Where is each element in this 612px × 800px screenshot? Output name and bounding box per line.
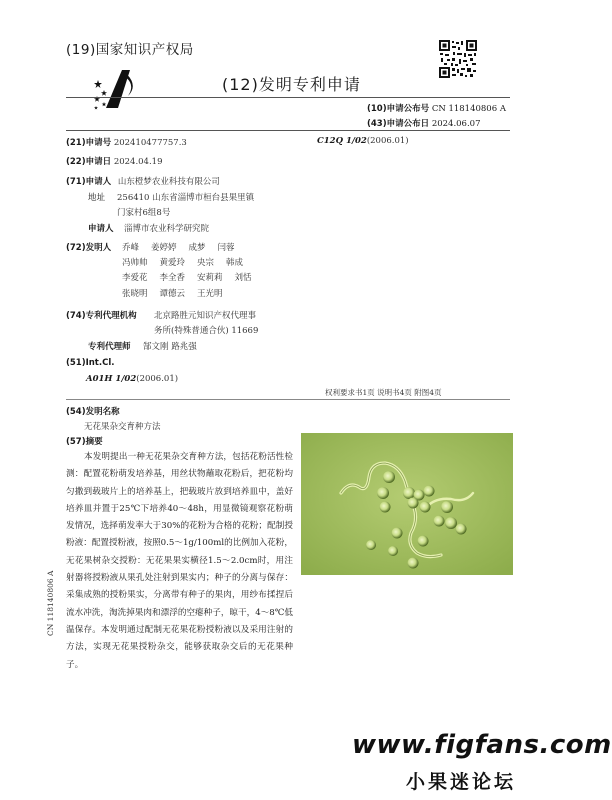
office-name: (19)国家知识产权局 <box>66 42 194 58</box>
invention-title-label: (54)发明名称 <box>66 407 120 417</box>
inventors-row-3: 李爱花 李全香 安莉莉 刘恬 <box>122 273 252 283</box>
abstract-text: 本发明提出一种无花果杂交育种方法，包括花粉活性检测：配置花粉萌发培养基，用丝状物蘸取花粉后，把花粉均匀撒到载玻片上的培养基上，把载玻片放到培养皿中，盖好培养皿并置于25℃下培养40～48h，用显微镜观察花粉萌发情况，选择萌发率大于30%的花粉为合格的花粉；配制授粉液：配置授粉液，按照0.5～1g/100ml的比例加入花粉，无花果树杂交授粉：无花果果实横径1.5～2.0cm时，用注射器将授粉液从果孔处注射到果实内；种子的分离与保存：采集成熟的授粉果实，分离带有种子的果肉，用纱布揉捏后流水冲洗，淘洗掉果肉和漂浮的空瘪种子，晾干，4～8℃低温保存。本发明通过配制无花果花粉授粉液以及采用注射的方法，实现无花果授粉杂交，能够获取杂交后的无花果种子。 <box>66 452 293 670</box>
publication-number: (10)申请公布号 CN 118140806 A <box>367 104 506 114</box>
abstract-label: (57)摘要 <box>66 437 103 447</box>
header-divider <box>66 97 510 98</box>
biblio-divider <box>66 130 510 131</box>
application-number: (21)申请号 202410477757.3 <box>66 138 187 148</box>
cpc-entry: C12Q 1/02(2006.01) <box>317 136 409 146</box>
document-type-title: (12)发明专利申请 <box>222 75 361 94</box>
address-label: 地址 <box>88 193 106 203</box>
qr-code-icon <box>439 40 477 78</box>
applicant: (71)申请人 山东橙梦农业科技有限公司 <box>66 177 220 187</box>
publication-date: (43)申请公布日 2024.06.07 <box>367 119 481 129</box>
inventors-row-4: 张晓明 谭德云 王光明 <box>122 289 223 299</box>
agency-label: (74)专利代理机构 <box>66 311 137 321</box>
applicant2: 淄博市农业科学研究院 <box>124 224 210 234</box>
side-publication-number: CN 118140806 A <box>46 570 55 636</box>
agency-line-2: 务所(特殊普通合伙) 11669 <box>154 326 259 336</box>
intcl-entry: A01H 1/02(2006.01) <box>86 374 179 384</box>
agent: 郜文刚 路兆强 <box>143 342 197 352</box>
inventors-label: (72)发明人 <box>66 243 112 253</box>
watermark-url: www.figfans.com <box>352 730 612 760</box>
inventors-row-1: 乔峰 姜婷婷 成梦 闫蓉 <box>122 243 235 253</box>
inventors-row-2: 冯帅帅 黄爱玲 央宗 韩成 <box>122 258 244 268</box>
cnipa-logo-icon <box>92 66 150 110</box>
application-date: (22)申请日 2024.04.19 <box>66 157 163 167</box>
pages-divider <box>66 399 510 400</box>
microscope-pollen-image <box>301 433 513 575</box>
applicant2-label: 申请人 <box>88 224 114 234</box>
address-line-1: 256410 山东省淄博市桓台县果里镇 <box>117 193 255 203</box>
watermark-forum-name: 小果迷论坛 <box>406 771 517 793</box>
intcl-label: (51)Int.Cl. <box>66 358 115 368</box>
page-counts: 权利要求书1页 说明书4页 附图4页 <box>325 388 442 397</box>
address-line-2: 门家村6组8号 <box>117 208 171 218</box>
agent-label: 专利代理师 <box>88 342 131 352</box>
agency-line-1: 北京路胜元知识产权代理事 <box>154 311 257 321</box>
invention-title: 无花果杂交育种方法 <box>84 422 161 432</box>
